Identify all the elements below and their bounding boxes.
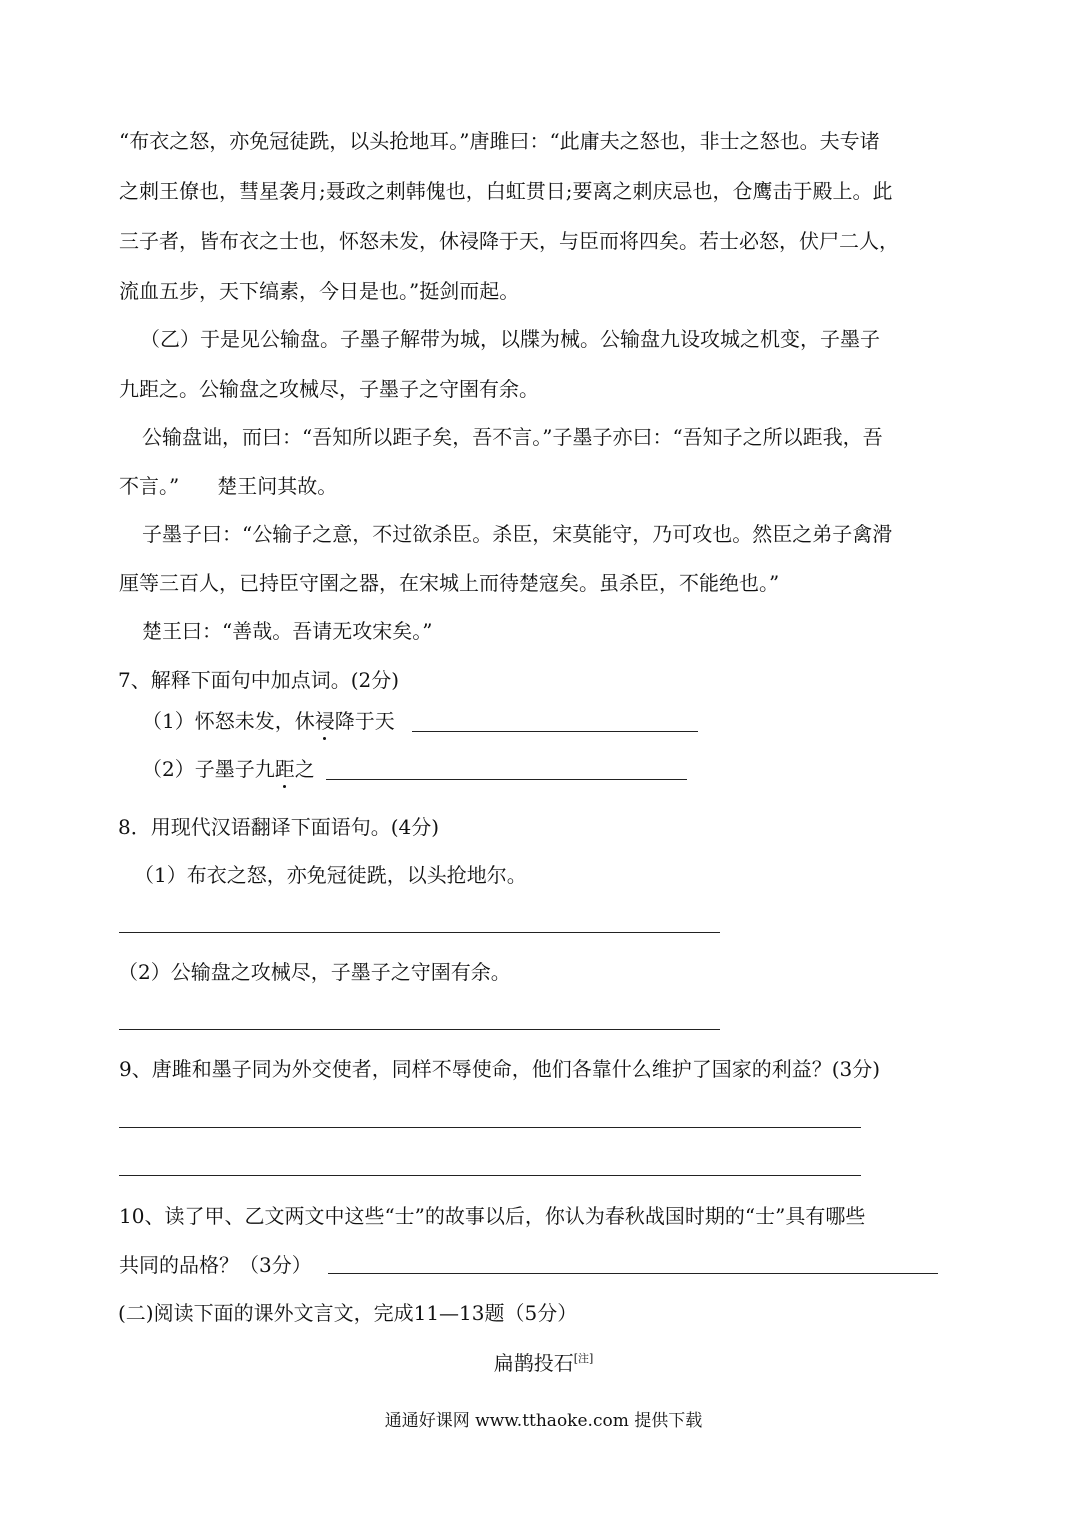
question-item: （1）布衣之怒，亦免冠徒跣，以头抢地尔。 [134, 863, 527, 887]
passage-line [119, 473, 337, 499]
passage-line: 流血五步，天下缟素，今日是也。”挺剑而起。 [119, 279, 520, 303]
answer-line[interactable] [119, 1029, 720, 1030]
passage-line: “布衣之怒，亦免冠徒跣，以头抢地耳。”唐雎曰：“此庸夫之怒也，非士之怒也。夫专诸 [119, 129, 880, 153]
answer-line[interactable] [119, 1127, 861, 1128]
dotted-word: 祲 [314, 709, 335, 733]
question-title: 10、读了甲、乙文两文中这些“士”的故事以后，你认为春秋战国时期的“士”具有哪些 [119, 1204, 866, 1228]
passage-line: 子墨子曰：“公输子之意，不过欲杀臣。杀臣，宋莫能守，乃可攻也。然臣之弟子禽滑 [142, 522, 893, 546]
passage-line: 公输盘诎，而曰：“吾知所以距子矣，吾不言。”子墨子亦曰：“吾知子之所以距我，吾 [142, 425, 883, 449]
passage-text: 不言。” [119, 474, 180, 498]
passage-line: 三子者，皆布衣之士也，怀怒未发，休祲降于天，与臣而将四矣。若士必怒，伏尸二人， [119, 229, 899, 253]
passage-line: 九距之。公输盘之攻械尽，子墨子之守圉有余。 [119, 377, 539, 401]
question-item: （2）公输盘之攻械尽，子墨子之守圉有余。 [118, 960, 511, 984]
answer-line[interactable] [412, 731, 698, 732]
page-footer: 通通好课网 www.tthaoke.com 提供下载 [384, 1411, 703, 1431]
item-text: （2）子墨子九 [142, 757, 275, 781]
question-title: 8．用现代汉语翻译下面语句。(4分) [118, 815, 440, 839]
article-title [0, 1350, 1087, 1376]
title-text: 扁鹊投石 [493, 1351, 574, 1375]
question-item [142, 756, 315, 782]
passage-line: 之刺王僚也，彗星袭月;聂政之刺韩傀也，白虹贯日;要离之刺庆忌也，仓鹰击于殿上。此 [119, 179, 893, 203]
answer-line[interactable] [326, 779, 687, 780]
item-text: 降于天 [334, 709, 395, 733]
question-item [142, 708, 395, 734]
answer-line[interactable] [119, 932, 720, 933]
answer-line[interactable] [328, 1273, 938, 1274]
item-text: （1）怀怒未发，休 [142, 709, 315, 733]
question-title: 9、唐雎和墨子同为外交使者，同样不辱使命，他们各靠什么维护了国家的利益？(3分) [119, 1057, 881, 1081]
item-text: 之 [294, 757, 315, 781]
dotted-word: 距 [274, 757, 295, 781]
note-mark: [注] [573, 1352, 594, 1365]
answer-line[interactable] [119, 1175, 861, 1176]
passage-text: 楚王问其故。 [217, 474, 338, 498]
question-title: 7、解释下面句中加点词。(2分) [118, 668, 400, 692]
question-title: 共同的品格？（3分） [119, 1253, 312, 1277]
passage-line: 厘等三百人，已持臣守圉之器，在宋城上而待楚寇矣。虽杀臣，不能绝也。” [119, 571, 780, 595]
passage-line: （乙）于是见公输盘。子墨子解带为城，以牒为械。公输盘九设攻城之机变，子墨子 [140, 327, 880, 351]
section-heading: (二)阅读下面的课外文言文，完成11—13题（5分） [118, 1301, 578, 1325]
passage-line: 楚王曰：“善哉。吾请无攻宋矣。” [142, 619, 433, 643]
